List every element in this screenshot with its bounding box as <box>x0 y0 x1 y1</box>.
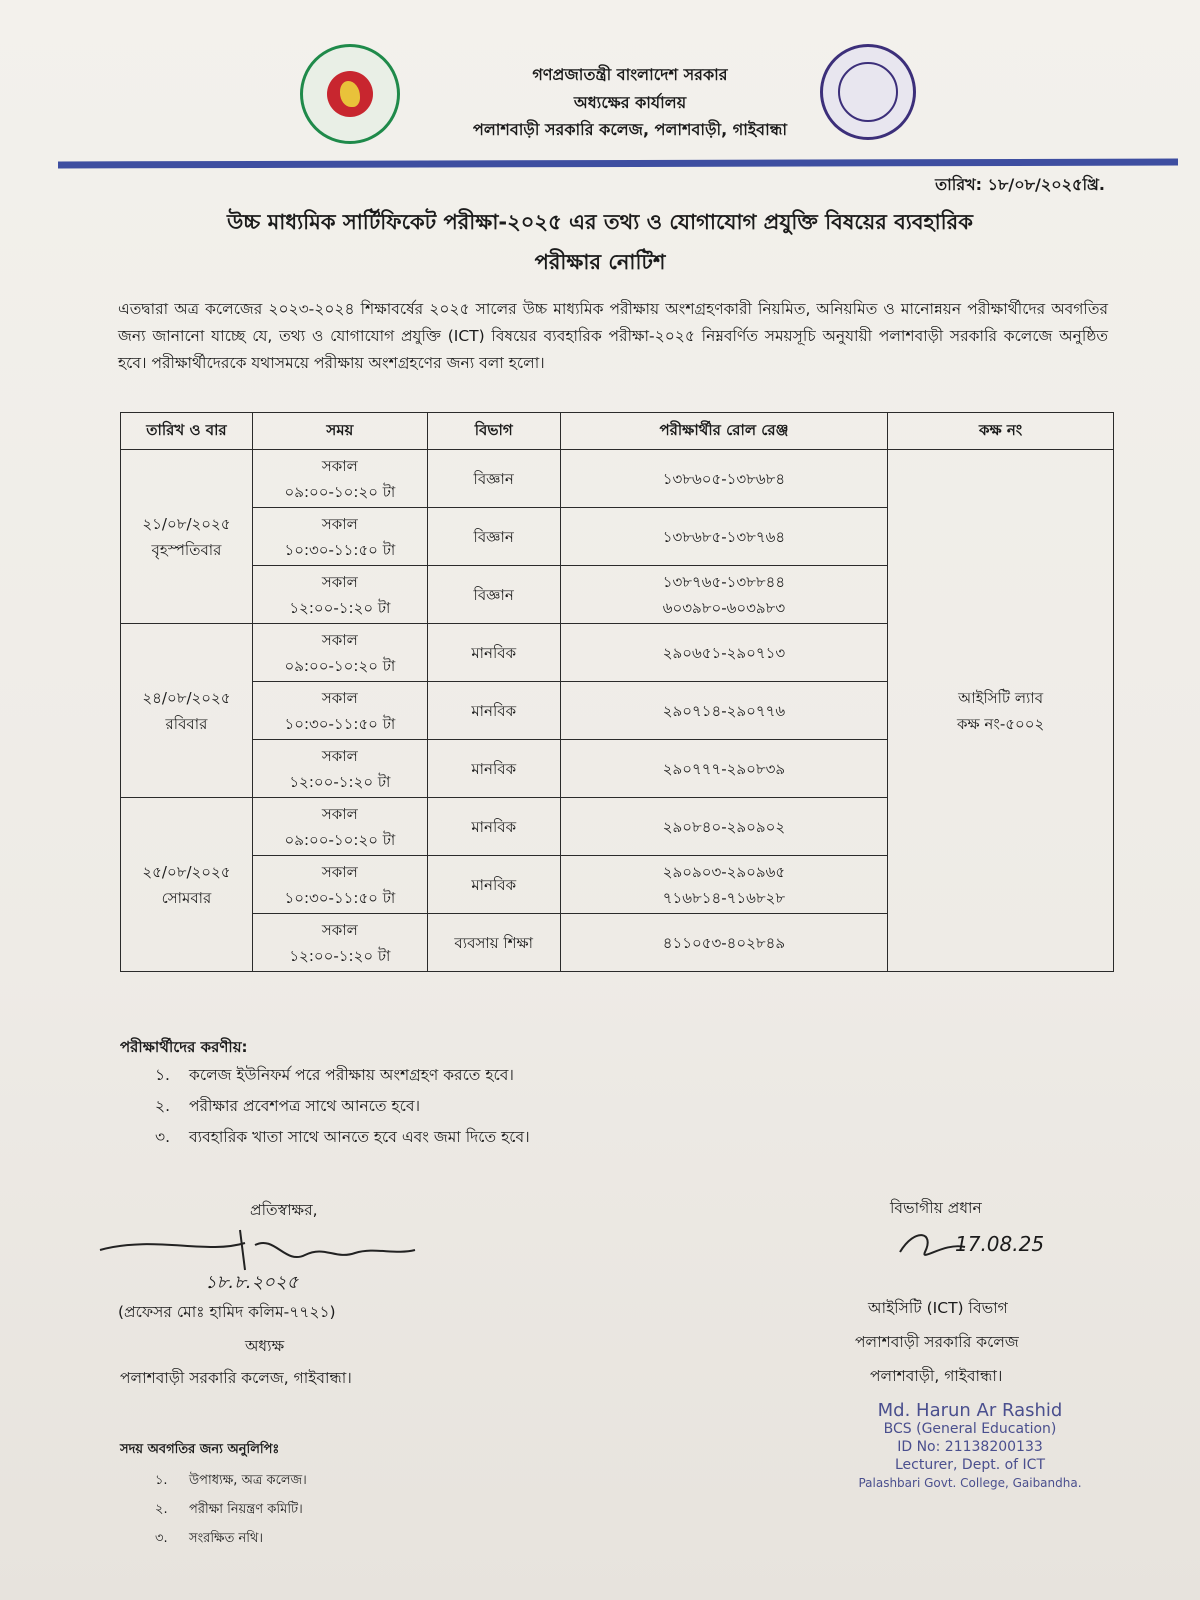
department-name: আইসিটি (ICT) বিভাগ <box>868 1299 1008 1317</box>
time-cell <box>252 624 427 682</box>
item-number: ৩. <box>155 1531 168 1546</box>
header-room: কক্ষ নং <box>888 413 1114 450</box>
list-item <box>155 1122 530 1153</box>
time-range: ১০:৩০-১১:৫০ টা <box>284 888 396 907</box>
room-cell <box>888 450 1114 972</box>
list-item <box>155 1524 307 1553</box>
time-range: ১০:৩০-১১:৫০ টা <box>284 714 396 733</box>
list-item <box>155 1466 307 1495</box>
copies-title: সদয় অবগতির জন্য অনুলিপিঃ <box>120 1442 280 1457</box>
department-head-handwritten-date: 17.08.25 <box>955 1232 1045 1256</box>
stamp-id: ID No: 21138200133 <box>897 1439 1043 1455</box>
time-label: সকাল <box>321 572 358 591</box>
time-range: ০৯:০০-১০:২০ টা <box>284 830 396 849</box>
time-label: সকাল <box>321 920 358 939</box>
time-label: সকাল <box>321 688 358 707</box>
header-roll-range: পরীক্ষার্থীর রোল রেঞ্জ <box>560 413 888 450</box>
notice-date: তারিখ: ১৮/০৮/২০২৫খ্রি. <box>935 175 1105 194</box>
roll-range: ৪১১০৫৩-৪০২৮৪৯ <box>662 933 786 952</box>
roll-range: ২৯০৭৭৭-২৯০৮৩৯ <box>662 759 786 778</box>
exam-schedule-table <box>120 412 1114 972</box>
exam-date: ২১/০৮/২০২৫ <box>142 514 231 533</box>
time-range: ০৯:০০-১০:২০ টা <box>284 656 396 675</box>
time-cell <box>252 450 427 508</box>
stamp-cadre: BCS (General Education) <box>883 1421 1057 1437</box>
roll-cell <box>560 914 888 972</box>
stamp-post: Lecturer, Dept. of ICT <box>894 1457 1045 1473</box>
notice-title-line1: উচ্চ মাধ্যমিক সার্টিফিকেট পরীক্ষা-২০২৫ এর তথ্য ও যোগাযোগ প্রযুক্তি বিষয়ের ব্যবহারিক <box>227 210 973 234</box>
countersign-label: প্রতিস্বাক্ষর, <box>250 1201 318 1219</box>
time-range: ১২:০০-১:২০ টা <box>289 772 391 791</box>
item-number: ১. <box>155 1473 168 1488</box>
roll-range-extra: ৬০৩৯৮০-৬০৩৯৮৩ <box>662 598 786 617</box>
stamp-college: Palashbari Govt. College, Gaibandha. <box>858 1476 1082 1490</box>
item-text: পরীক্ষার প্রবেশপত্র সাথে আনতে হবে। <box>189 1097 421 1115</box>
table-header-row <box>121 413 1114 450</box>
duties-list <box>155 1060 530 1153</box>
department-place: পলাশবাড়ী, গাইবান্ধা। <box>870 1367 1003 1385</box>
item-text: ব্যবহারিক খাতা সাথে আনতে হবে এবং জমা দিতে হবে। <box>189 1128 530 1146</box>
item-number: ২. <box>155 1097 171 1115</box>
list-item <box>155 1060 530 1091</box>
header-college: পলাশবাড়ী সরকারি কলেজ, পলাশবাড়ী, গাইবান্ধা <box>472 120 788 139</box>
item-text: সংরক্ষিত নথি। <box>189 1531 264 1546</box>
principal-designation: অধ্যক্ষ <box>245 1337 285 1355</box>
time-cell <box>252 856 427 914</box>
stamp-name: Md. Harun Ar Rashid <box>877 1400 1063 1421</box>
list-item <box>155 1495 307 1524</box>
time-cell <box>252 682 427 740</box>
time-range: ১২:০০-১:২০ টা <box>289 946 391 965</box>
item-text: উপাধ্যক্ষ, অত্র কলেজ। <box>189 1473 307 1488</box>
dept-cell: বিজ্ঞান <box>427 508 560 566</box>
roll-range: ২৯০৭১৪-২৯০৭৭৬ <box>662 701 786 720</box>
principal-handwritten-date: ১৮.৮.২০২৫ <box>205 1272 299 1293</box>
roll-cell <box>560 856 888 914</box>
time-cell <box>252 566 427 624</box>
time-label: সকাল <box>321 456 358 475</box>
exam-day: বৃহস্পতিবার <box>151 540 222 559</box>
item-text: পরীক্ষা নিয়ন্ত্রণ কমিটি। <box>189 1502 303 1517</box>
department-college: পলাশবাড়ী সরকারি কলেজ <box>855 1333 1019 1351</box>
time-label: সকাল <box>321 514 358 533</box>
duties-title: পরীক্ষার্থীদের করণীয়: <box>120 1038 248 1056</box>
bangladesh-map-icon <box>340 81 360 107</box>
time-cell <box>252 914 427 972</box>
list-item <box>155 1091 530 1122</box>
room-name: আইসিটি ল্যাব <box>958 688 1044 707</box>
item-number: ১. <box>155 1066 170 1084</box>
time-label: সকাল <box>321 746 358 765</box>
item-number: ২. <box>155 1502 168 1517</box>
roll-cell <box>560 624 888 682</box>
notice-body: এতদ্বারা অত্র কলেজের ২০২৩-২০২৪ শিক্ষাবর্ষের ২০২৫ সালের উচ্চ মাধ্যমিক পরীক্ষায় অংশগ্রহণকারী নিয়মিত, অনিয়মিত ও মানোন্নয়ন পরীক্ষার্থীদের অবগতির জন্য জানানো যাচ্ছে যে, তথ্য ও যোগাযোগ প্রযুক্তি (ICT) বিষয়ের ব্যবহারিক পরীক্ষা-২০২৫ নিম্নবর্ণিত সময়সূচি অনুযায়ী পলাশবাড়ী সরকারি কলেজে অনুষ্ঠিত হবে। পরীক্ষার্থীদেরকে যথাসময়ে পরীক্ষায় অংশগ্রহণের জন্য বলা হলো। <box>118 300 1108 372</box>
roll-range: ২৯০৮৪০-২৯০৯০২ <box>662 817 786 836</box>
date-cell <box>121 798 253 972</box>
item-number: ৩. <box>155 1128 171 1146</box>
time-label: সকাল <box>321 862 358 881</box>
roll-range: ১৩৮৬০৫-১৩৮৬৮৪ <box>662 469 786 488</box>
copies-list <box>155 1466 307 1553</box>
header-government: গণপ্রজাতন্ত্রী বাংলাদেশ সরকার <box>532 65 728 84</box>
table-row <box>121 450 1114 508</box>
dept-cell: বিজ্ঞান <box>427 450 560 508</box>
principal-name: (প্রফেসর মোঃ হামিদ কলিম-৭৭২১) <box>118 1303 336 1321</box>
roll-cell <box>560 798 888 856</box>
date-cell <box>121 450 253 624</box>
time-range: ০৯:০০-১০:২০ টা <box>284 482 396 501</box>
header-time: সময় <box>252 413 427 450</box>
time-label: সকাল <box>321 630 358 649</box>
item-text: কলেজ ইউনিফর্ম পরে পরীক্ষায় অংশগ্রহণ করতে হবে। <box>189 1066 514 1084</box>
roll-cell <box>560 450 888 508</box>
exam-date: ২৫/০৮/২০২৫ <box>142 862 231 881</box>
date-cell <box>121 624 253 798</box>
roll-range-extra: ৭১৬৮১৪-৭১৬৮২৮ <box>662 888 786 907</box>
roll-cell <box>560 508 888 566</box>
header-office: অধ্যক্ষের কার্যালয় <box>573 93 687 112</box>
officer-seal-stamp <box>840 1402 1100 1492</box>
time-range: ১২:০০-১:২০ টা <box>289 598 391 617</box>
time-cell <box>252 740 427 798</box>
dept-cell: মানবিক <box>427 682 560 740</box>
dept-cell: ব্যবসায় শিক্ষা <box>427 914 560 972</box>
header-date: তারিখ ও বার <box>121 413 253 450</box>
department-head-label: বিভাগীয় প্রধান <box>890 1199 982 1217</box>
time-label: সকাল <box>321 804 358 823</box>
header-department: বিভাগ <box>427 413 560 450</box>
roll-range: ১৩৮৭৬৫-১৩৮৮৪৪ <box>662 572 786 591</box>
room-number: কক্ষ নং-৫০০২ <box>957 714 1045 733</box>
dept-cell: মানবিক <box>427 856 560 914</box>
dept-cell: মানবিক <box>427 798 560 856</box>
exam-day: সোমবার <box>161 888 212 907</box>
dept-cell: বিজ্ঞান <box>427 566 560 624</box>
roll-range: ২৯০৯০৩-২৯০৯৬৫ <box>662 862 786 881</box>
time-cell <box>252 798 427 856</box>
header-divider <box>58 159 1178 169</box>
time-cell <box>252 508 427 566</box>
exam-day: রবিবার <box>165 714 208 733</box>
roll-range: ২৯০৬৫১-২৯০৭১৩ <box>662 643 786 662</box>
principal-office: পলাশবাড়ী সরকারি কলেজ, গাইবান্ধা। <box>120 1369 352 1387</box>
roll-cell <box>560 566 888 624</box>
roll-cell <box>560 740 888 798</box>
exam-date: ২৪/০৮/২০২৫ <box>142 688 231 707</box>
roll-range: ১৩৮৬৮৫-১৩৮৭৬৪ <box>662 527 786 546</box>
notice-title-line2: পরীক্ষার নোটিশ <box>534 250 666 274</box>
roll-cell <box>560 682 888 740</box>
time-range: ১০:৩০-১১:৫০ টা <box>284 540 396 559</box>
dept-cell: মানবিক <box>427 624 560 682</box>
dept-cell: মানবিক <box>427 740 560 798</box>
